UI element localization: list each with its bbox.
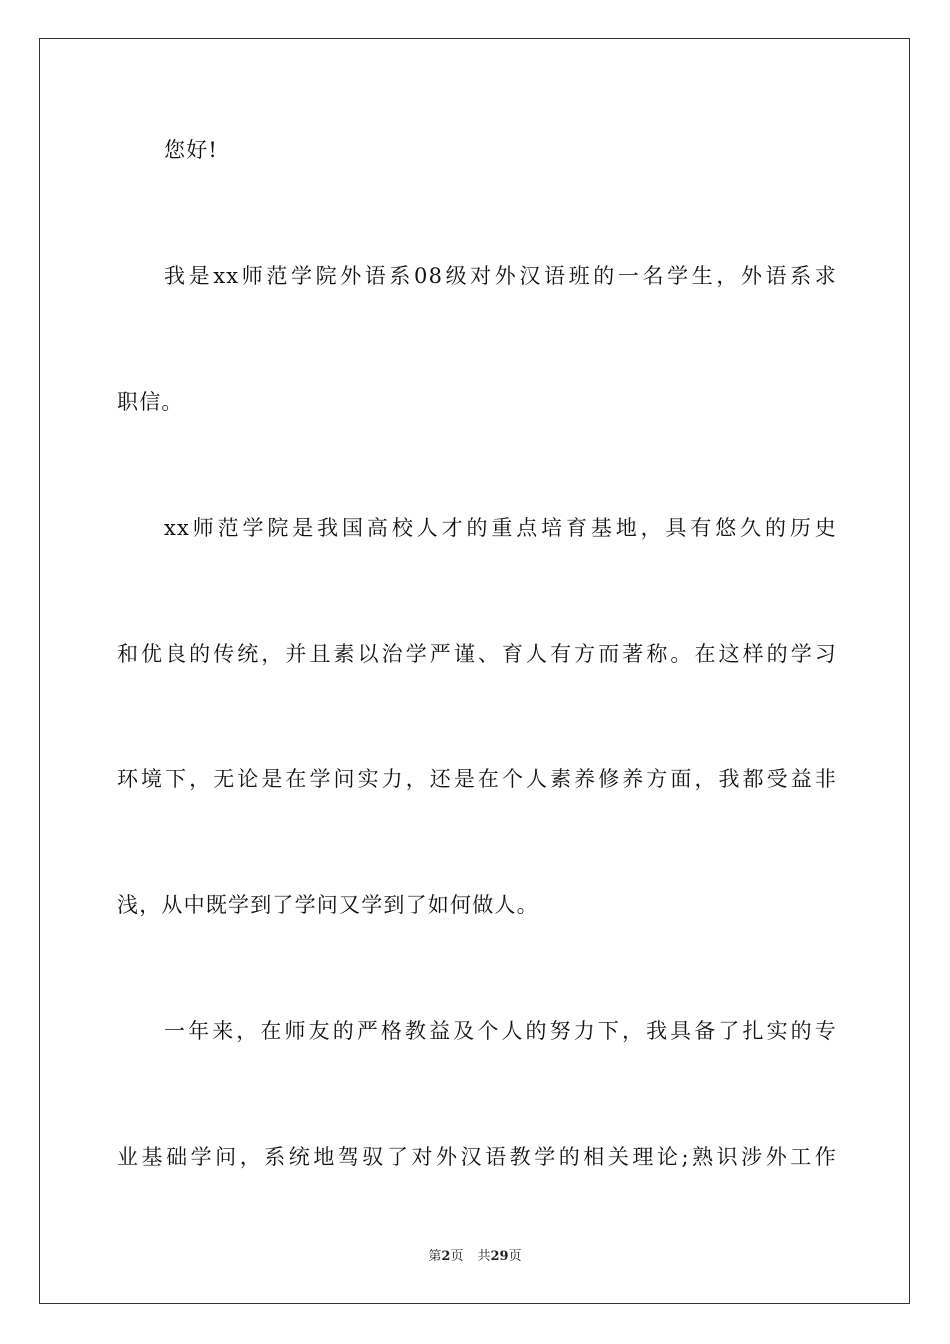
page-number: 2 [441,1249,451,1264]
paragraph-line: 和优良的传统，并且素以治学严谨、育人有方而著称。在这样的学习 [117,642,837,666]
total-pages: 29 [490,1249,509,1264]
paragraph-line: xx师范学院是我国高校人才的重点培育基地，具有悠久的历史 [164,516,837,540]
page-suffix: 页 [450,1249,464,1264]
page-frame [39,38,910,1304]
greeting-line: 您好! [164,138,219,162]
paragraph-line: 环境下，无论是在学问实力，还是在个人素养修养方面，我都受益非 [117,767,837,791]
paragraph-line: 一年来，在师友的严格教益及个人的努力下，我具备了扎实的专 [164,1019,837,1043]
paragraph-line: 我是xx师范学院外语系08级对外汉语班的一名学生，外语系求 [164,264,837,288]
total-suffix: 页 [508,1249,522,1264]
paragraph-line: 职信。 [117,390,184,414]
total-prefix: 共 [477,1249,491,1264]
page-footer [0,1248,950,1266]
paragraph-line: 业基础学问，系统地驾驭了对外汉语教学的相关理论;熟识涉外工作 [117,1145,837,1169]
paragraph-line: 浅，从中既学到了学问又学到了如何做人。 [117,893,539,917]
page-prefix: 第 [428,1249,442,1264]
